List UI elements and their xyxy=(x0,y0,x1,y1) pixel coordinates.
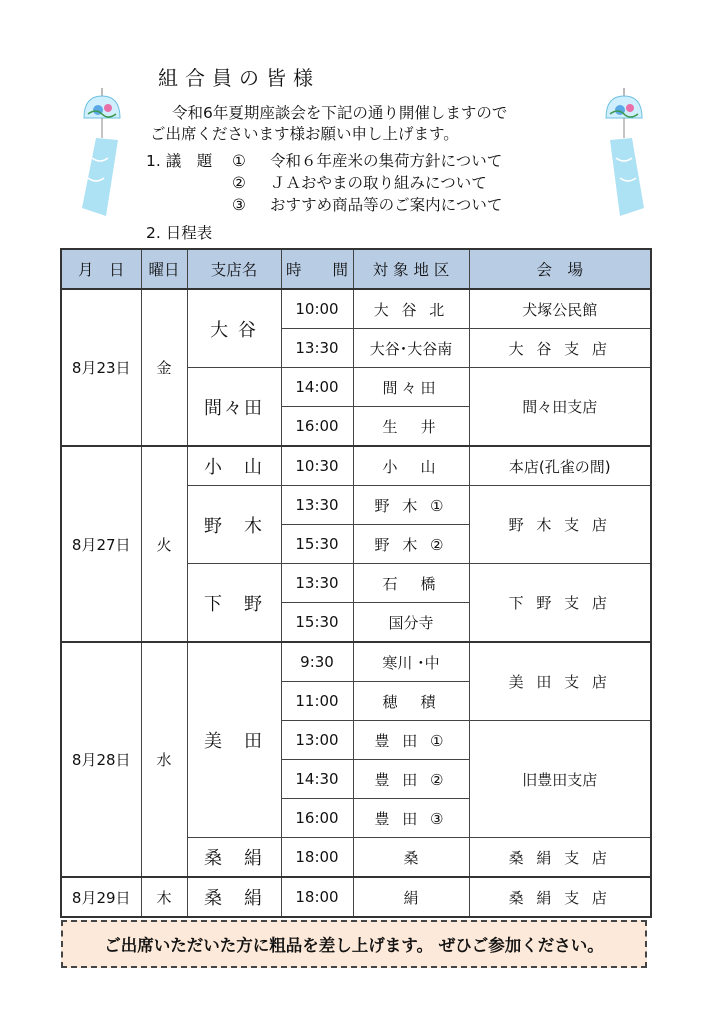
venue-cell: 下 野 支 店 xyxy=(469,564,651,643)
column-header-area: 対 象 地 区 xyxy=(353,249,469,289)
notice-banner: ご出席いただいた方に粗品を差し上げます。 ぜひご参加ください。 xyxy=(61,920,647,968)
agenda xyxy=(146,150,502,216)
branch-cell: 小 山 xyxy=(187,446,281,486)
branch-cell: 桑 絹 xyxy=(187,838,281,878)
agenda-heading: 1. 議 題 xyxy=(146,152,213,170)
branch-cell: 美 田 xyxy=(187,642,281,838)
column-header-venue: 会 場 xyxy=(469,249,651,289)
time-cell: 11:00 xyxy=(281,682,353,721)
area-cell: 野 木 ② xyxy=(353,525,469,564)
agenda-text: おすすめ商品等のご案内について xyxy=(270,196,503,214)
agenda-item xyxy=(146,172,502,194)
venue-cell: 野 木 支 店 xyxy=(469,486,651,564)
date-cell: 8月28日 xyxy=(61,642,141,877)
time-cell: 18:00 xyxy=(281,877,353,917)
date-cell: 8月23日 xyxy=(61,289,141,446)
intro-text xyxy=(150,103,610,145)
column-header-time: 時 間 xyxy=(281,249,353,289)
date-cell: 8月29日 xyxy=(61,877,141,917)
time-cell: 15:30 xyxy=(281,525,353,564)
area-cell: 国分寺 xyxy=(353,603,469,643)
agenda-number: ① xyxy=(232,152,246,170)
day-cell: 火 xyxy=(141,446,187,642)
wind-chime-icon xyxy=(600,88,648,216)
column-header-date: 月 日 xyxy=(61,249,141,289)
area-cell: 小 山 xyxy=(353,446,469,486)
area-cell: 豊 田 ③ xyxy=(353,799,469,838)
area-cell: 絹 xyxy=(353,877,469,917)
agenda-item xyxy=(146,194,502,216)
time-cell: 9:30 xyxy=(281,642,353,682)
venue-cell: 桑 絹 支 店 xyxy=(469,877,651,917)
agenda-text: 令和６年産米の集荷方針について xyxy=(270,152,503,170)
branch-cell: 大 谷 xyxy=(187,289,281,368)
time-cell: 14:00 xyxy=(281,368,353,407)
agenda-item xyxy=(146,150,502,172)
area-cell: 野 木 ① xyxy=(353,486,469,525)
time-cell: 16:00 xyxy=(281,799,353,838)
agenda-text: ＪＡおやまの取り組みについて xyxy=(270,174,487,192)
time-cell: 14:30 xyxy=(281,760,353,799)
venue-cell: 桑 絹 支 店 xyxy=(469,838,651,878)
area-cell: 豊 田 ② xyxy=(353,760,469,799)
area-cell: 豊 田 ① xyxy=(353,721,469,760)
time-cell: 10:00 xyxy=(281,289,353,329)
venue-cell: 間々田支店 xyxy=(469,368,651,447)
area-cell: 桑 xyxy=(353,838,469,878)
venue-cell: 本店(孔雀の間) xyxy=(469,446,651,486)
time-cell: 18:00 xyxy=(281,838,353,878)
column-header-day: 曜日 xyxy=(141,249,187,289)
page-title: 組合員の皆様 xyxy=(158,66,320,90)
time-cell: 13:30 xyxy=(281,486,353,525)
area-cell: 大 谷 北 xyxy=(353,289,469,329)
agenda-number: ③ xyxy=(232,196,246,214)
area-cell: 大谷･大谷南 xyxy=(353,329,469,368)
table-header-row xyxy=(61,249,651,289)
day-cell: 木 xyxy=(141,877,187,917)
time-cell: 10:30 xyxy=(281,446,353,486)
branch-cell: 野 木 xyxy=(187,486,281,564)
venue-cell: 大 谷 支 店 xyxy=(469,329,651,368)
branch-cell: 下 野 xyxy=(187,564,281,643)
schedule-heading: 2. 日程表 xyxy=(146,224,213,242)
area-cell: 穂 積 xyxy=(353,682,469,721)
area-cell: 生 井 xyxy=(353,407,469,447)
wind-chime-icon xyxy=(78,88,126,216)
intro-line-2: ご出席くださいます様お願い申し上げます。 xyxy=(150,125,459,143)
area-cell: 石 橋 xyxy=(353,564,469,603)
table-row xyxy=(61,642,651,682)
schedule-table xyxy=(60,248,652,918)
table-row xyxy=(61,289,651,329)
agenda-number: ② xyxy=(232,174,246,192)
date-cell: 8月27日 xyxy=(61,446,141,642)
intro-line-1: 令和6年夏期座談会を下記の通り開催しますので xyxy=(172,104,508,122)
area-cell: 寒川 ･中 xyxy=(353,642,469,682)
time-cell: 13:30 xyxy=(281,564,353,603)
time-cell: 15:30 xyxy=(281,603,353,643)
time-cell: 16:00 xyxy=(281,407,353,447)
branch-cell: 桑 絹 xyxy=(187,877,281,917)
column-header-branch: 支店名 xyxy=(187,249,281,289)
time-cell: 13:30 xyxy=(281,329,353,368)
area-cell: 間々田 xyxy=(353,368,469,407)
day-cell: 金 xyxy=(141,289,187,446)
venue-cell: 美 田 支 店 xyxy=(469,642,651,721)
table-row xyxy=(61,446,651,486)
venue-cell: 旧豊田支店 xyxy=(469,721,651,838)
venue-cell: 犬塚公民館 xyxy=(469,289,651,329)
table-row xyxy=(61,877,651,917)
day-cell: 水 xyxy=(141,642,187,877)
time-cell: 13:00 xyxy=(281,721,353,760)
branch-cell: 間々田 xyxy=(187,368,281,447)
